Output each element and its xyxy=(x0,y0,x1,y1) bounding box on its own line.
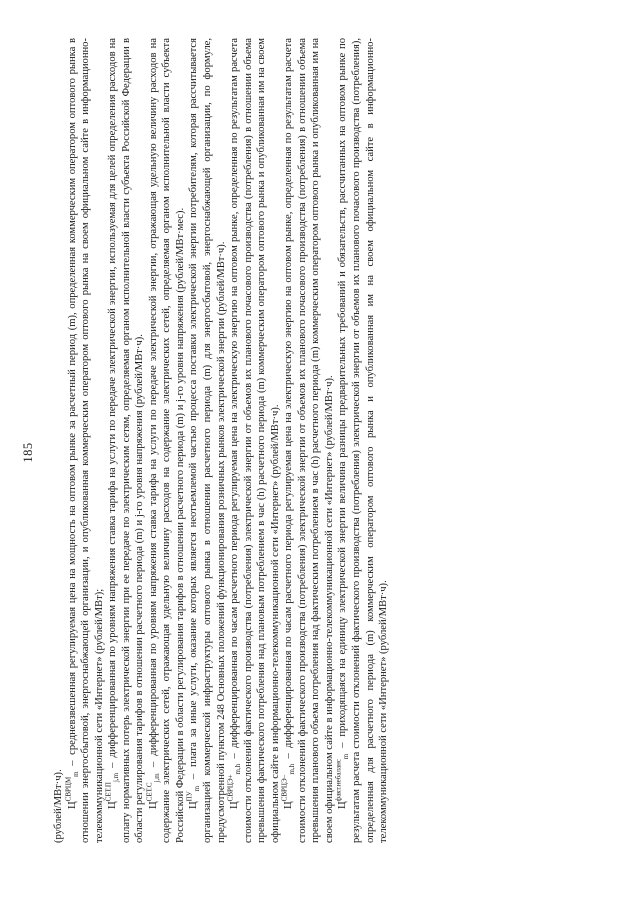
paragraph-definition: $Ц^{СЕТ.С}_{j,m}$ – дифференцированная по уровням напряжения ставка тарифа на услуги по передаче электрической энергии, отражающая удельную величину расходов на содержание электрических сетей, отражающая удельную величину расходов на содержание электрических сетей, определяемая органом исполнительной власти субъекта Российской Федерации в области регулирования тарифов в отношении расчетного периода (m) и j-го уровня напряжения (рублей/МВт·мес). xyxy=(145,37,186,843)
paragraph-definition: $Ц^{СВРЦЭ-}_{m,h}$ – дифференцированная по часам расчетного периода регулируемая цена на электрическую энергию на оптовом рынке, определенная по результатам расчета стоимости отклонений фактического производства (потребления) электрической энергии от объемов их планового почасового производства (потребления) в отношении объема превышения планового объема потребления над фактическим потреблением в час (h) расчетного периода (m) коммерческим оператором оптового рынка и опубликованная им на своем официальном сайте в информационно-телекоммуникационной сети «Интернет» (рублей/МВт·ч). xyxy=(280,37,335,843)
paragraph-definition: $Ц^{ПУ}_m$ – плата за иные услуги, оказание которых является неотъемлемой частью процесса поставки электрической энергии потребителям, которая рассчитывается организацией коммерческой инфраструктуры оптового рынка в отношении расчетного периода (m) для энергосбытовой, энергоснабжающей организации, по формуле, предусмотренной пунктом 248 Основных положений функционирования розничных рынков электрической энергии (рублей/МВт·ч). xyxy=(185,38,227,843)
paragraph-definition: $Ц^{СВРЦЭ+}_{m,h}$ – дифференцированная по часам расчетного периода регулируемая цена на электрическую энергию на оптовом рынке, определенная по результатам расчета стоимости отклонений фактического производства (потребления) электрической энергии от объемов их планового почасового производства (потребления) в отношении объема превышения фактического потребления над плановым потреблением в час (h) расчетного периода (m) коммерческим оператором оптового рынка и опубликованная им на своем официальном сайте в информационно-телекоммуникационной сети «Интернет» (рублей/МВт·ч). xyxy=(226,37,281,843)
formula-symbol: $Ц^{ПУ}_m$ xyxy=(185,785,202,809)
formula-symbol: $Ц^{СВРЦЭ+}_{m,h}$ xyxy=(226,763,243,809)
paragraph-definition: $Ц^{факт.небаланс}_m$ – приходящаяся на единицу электрической энергии величина разницы предварительных требований и обязательств, рассчитанных на оптовом рынке по результатам расчета стоимости отклонений фактического производства (потребления) электрической энергии от объемов их планового почасового производства (потребления), определенная для расчетного периода (m) коммерческим оператором оптового рынка и опубликованная им на своем официальном сайте в информационно-телекоммуникационной сети «Интернет» (рублей/МВт·ч). xyxy=(334,38,390,843)
formula-symbol: $Ц^{факт.небаланс}_m$ xyxy=(334,753,351,809)
formula-symbol: $Ц^{СЕТ.П}_{j,m}$ xyxy=(104,772,121,809)
formula-symbol: $Ц^{СЕТ.С}_{j,m}$ xyxy=(145,773,161,809)
paragraph-text: плата за иные услуги, оказание которых является неотъемлемой частью процесса поставки электрической энергии потребителям, которая рассчитывается организацией коммерческой инфраструктуры оптового рынка в отношении расчетного периода (m) для энергосбытовой, энергоснабжающей организации, по формуле, предусмотренной пунктом 248 Основных положений функционирования розничных рынков электрической энергии (рублей/МВт·ч). xyxy=(188,38,227,843)
paragraph-definition: $Ц^{СВРЦМ}_m$ – средневзвешенная регулируемая цена на мощность на оптовом рынке за расчетный период (m), определенная коммерческим оператором оптового рынка в отношении энергосбытовой, энергоснабжающей организации, и опубликованная коммерческим оператором оптового рынка на своем официальном сайте в информационно-телекоммуникационной сети «Интернет» (рублей/МВт); xyxy=(64,38,105,843)
document-body xyxy=(52,38,391,843)
paragraph-text: дифференцированная по уровням напряжения ставка тарифа на услуги по передаче электрической энергии, используемая для целей определения расходов на оплату нормативных потерь электрической энергии при ее передаче по электрическим сетям, определяемая органом исполнительной власти субъекта Российской Федерации в области регулирования тарифов в отношении расчетного периода (m) и j-го уровня напряжения (рублей/МВт·ч). xyxy=(107,37,146,843)
formula-symbol: $Ц^{СВРЦЭ-}_{m,h}$ xyxy=(280,763,297,809)
paragraph-text: приходящаяся на единицу электрической энергии величина разницы предварительных требований и обязательств, рассчитанных на оптовом рынке по результатам расчета стоимости отклонений фактического производства (потребления) электрической энергии от объемов их планового почасового производства (потребления), определенная для расчетного периода (m) коммерческим оператором оптового рынка и опубликованная им на своем официальном сайте в информационно-телекоммуникационной сети «Интернет» (рублей/МВт·ч). xyxy=(337,38,390,843)
formula-symbol: $Ц^{СВРЦМ}_m$ xyxy=(64,771,80,809)
paragraph-text: (рублей/МВт·ч). xyxy=(53,769,64,843)
paragraph-text: дифференцированная по часам расчетного периода регулируемая цена на электрическую энергию на оптовом рынке, определенная по результатам расчета стоимости отклонений фактического производства (потребления) электрической энергии от объемов их планового почасового производства (потребления) в отношении объема превышения фактического потребления над плановым потреблением в час (h) расчетного периода (m) коммерческим оператором оптового рынка и опубликованная им на своем официальном сайте в информационно-телекоммуникационной сети «Интернет» (рублей/МВт·ч). xyxy=(229,37,281,843)
paragraph-text: средневзвешенная регулируемая цена на мощность на оптовом рынке за расчетный период (m), определенная коммерческим оператором оптового рынка в отношении энергосбытовой, энергоснабжающей организации, и опубликованная коммерческим оператором оптового рынка на своем официальном сайте в информационно-телекоммуникационной сети «Интернет» (рублей/МВт); xyxy=(66,38,105,843)
paragraph-text: дифференцированная по уровням напряжения ставка тарифа на услуги по передаче электрической энергии, отражающая удельную величину расходов на содержание электрических сетей, отражающая удельную величину расходов на содержание электрических сетей, определяемая органом исполнительной власти субъекта Российской Федерации в области регулирования тарифов в отношении расчетного периода (m) и j-го уровня напряжения (рублей/МВт·мес). xyxy=(147,37,186,843)
paragraph-definition: $Ц^{СЕТ.П}_{j,m}$ – дифференцированная по уровням напряжения ставка тарифа на услуги по передаче электрической энергии, используемая для целей определения расходов на оплату нормативных потерь электрической энергии при ее передаче по электрическим сетям, определяемая органом исполнительной власти субъекта Российской Федерации в области регулирования тарифов в отношении расчетного периода (m) и j-го уровня напряжения (рублей/МВт·ч). xyxy=(104,37,146,843)
paragraph-units xyxy=(52,38,66,843)
page-number: 185 xyxy=(21,442,35,463)
paragraph-text: дифференцированная по часам расчетного периода регулируемая цена на электрическую энергию на оптовом рынке, определенная по результатам расчета стоимости отклонений фактического производства (потребления) электрической энергии от объемов их планового почасового производства (потребления) в отношении объема превышения планового объема потребления над фактическим потреблением в час (h) расчетного периода (m) коммерческим оператором оптового рынка и опубликованная им на своем официальном сайте в информационно-телекоммуникационной сети «Интернет» (рублей/МВт·ч). xyxy=(283,37,335,843)
